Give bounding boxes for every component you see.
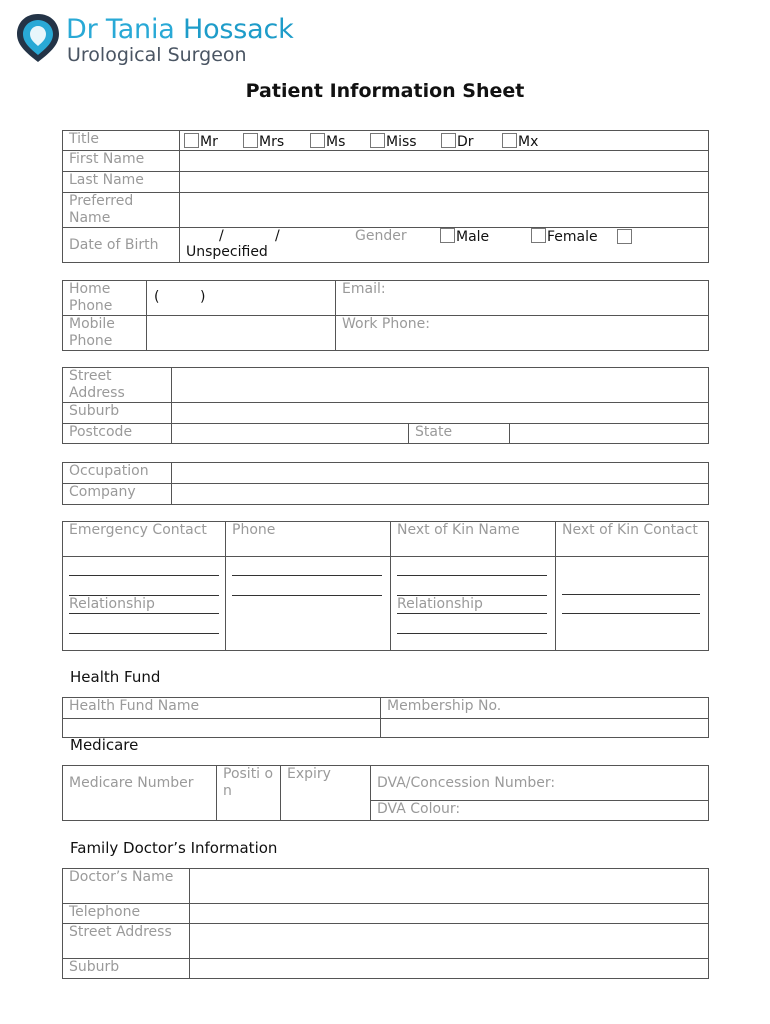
next-of-kin-relationship-label: Relationship [397,596,483,612]
doctor-name-label: Doctor’s Name [69,869,174,885]
home-phone-field[interactable] [147,281,336,316]
gender-female-checkbox[interactable] [531,228,546,243]
doctor-suburb-label: Suburb [69,959,120,975]
dva-number-label: DVA/Concession Number: [377,775,556,791]
emergency-contact-field[interactable] [63,557,226,651]
title-mrs-label: Mrs [259,134,285,150]
title-miss-label: Miss [386,134,417,150]
next-of-kin-name-field[interactable] [391,557,556,651]
email-field[interactable] [336,281,709,316]
gender-female-label: Female [547,229,598,245]
occupation-label: Occupation [69,463,149,479]
emergency-phone-field[interactable] [226,557,391,651]
health-fund-table [62,697,709,738]
membership-no-label: Membership No. [387,698,502,714]
emergency-contact-label: Emergency Contact [69,522,207,538]
position-label: Positi on [223,766,274,799]
title-dr-checkbox[interactable] [441,133,456,148]
last-name-field[interactable] [180,172,709,193]
gender-male-label: Male [456,229,490,245]
family-doctor-heading: Family Doctor’s Information [70,839,278,857]
address-table [62,367,709,444]
title-mr-checkbox[interactable] [184,133,199,148]
suburb-label: Suburb [69,403,120,419]
last-name-label: Last Name [69,172,144,188]
mobile-phone-field[interactable] [147,316,336,351]
logo-pin-icon [14,12,62,64]
title-mx-label: Mx [518,134,539,150]
health-fund-name-field[interactable] [63,719,381,738]
next-of-kin-contact-label: Next of Kin Contact [562,522,698,538]
suburb-field[interactable] [172,403,709,424]
dob-label: Date of Birth [69,237,159,253]
street-address-label: Street Address [69,368,125,401]
postcode-label: Postcode [69,424,133,440]
dob-sep-2: / [275,228,280,244]
first-name-label: First Name [69,151,145,167]
preferred-name-label: Preferred Name [69,193,134,226]
logo-name: Dr Tania Hossack [66,14,294,45]
health-fund-name-label: Health Fund Name [69,698,200,714]
work-phone-label: Work Phone: [342,316,430,332]
contact-table [62,280,709,351]
occupation-table [62,462,709,505]
home-phone-label: Home Phone [69,281,113,314]
membership-no-field[interactable] [381,719,709,738]
medicare-number-label: Medicare Number [69,775,194,791]
doctor-telephone-field[interactable] [190,904,709,924]
gender-unspecified-checkbox[interactable] [617,229,632,244]
company-label: Company [69,484,136,500]
title-mx-checkbox[interactable] [502,133,517,148]
preferred-name-field[interactable] [180,193,709,228]
gender-male-checkbox[interactable] [440,228,455,243]
dva-number-field[interactable] [371,766,709,801]
postcode-field[interactable] [172,424,409,444]
title-ms-checkbox[interactable] [310,133,325,148]
work-phone-field[interactable] [336,316,709,351]
state-field[interactable] [510,424,709,444]
health-fund-heading: Health Fund [70,668,161,686]
home-phone-paren-close: ) [200,289,206,305]
medicare-table [62,765,709,821]
personal-details-table [62,130,709,263]
medicare-heading: Medicare [70,736,139,754]
first-name-field[interactable] [180,151,709,172]
dva-colour-label: DVA Colour: [377,801,461,817]
next-of-kin-name-label: Next of Kin Name [397,522,520,538]
logo-subtitle: Urological Surgeon [67,44,247,66]
doctor-name-field[interactable] [190,869,709,904]
doctor-telephone-label: Telephone [69,904,141,920]
title-ms-label: Ms [326,134,346,150]
occupation-field[interactable] [172,463,709,484]
title-label: Title [69,131,100,147]
gender-label: Gender [355,228,407,244]
title-miss-checkbox[interactable] [370,133,385,148]
emergency-table [62,521,709,651]
gender-unspecified-label: Unspecified [186,244,268,260]
title-mrs-checkbox[interactable] [243,133,258,148]
page-title: Patient Information Sheet [245,80,525,102]
dob-sep-1: / [219,228,224,244]
street-address-field[interactable] [172,368,709,403]
doctor-street-address-field[interactable] [190,924,709,959]
mobile-phone-label: Mobile Phone [69,316,115,349]
family-doctor-table [62,868,709,979]
next-of-kin-contact-field[interactable] [556,557,709,651]
emergency-relationship-label: Relationship [69,596,155,612]
doctor-suburb-field[interactable] [190,959,709,979]
expiry-label: Expiry [287,766,331,782]
title-mr-label: Mr [200,134,218,150]
home-phone-paren-open: ( [154,289,160,305]
emergency-phone-label: Phone [232,522,276,538]
title-dr-label: Dr [457,134,474,150]
state-label: State [415,424,453,440]
doctor-street-address-label: Street Address [69,924,172,940]
company-field[interactable] [172,484,709,505]
email-label: Email: [342,281,386,297]
dva-colour-field[interactable] [371,801,709,821]
